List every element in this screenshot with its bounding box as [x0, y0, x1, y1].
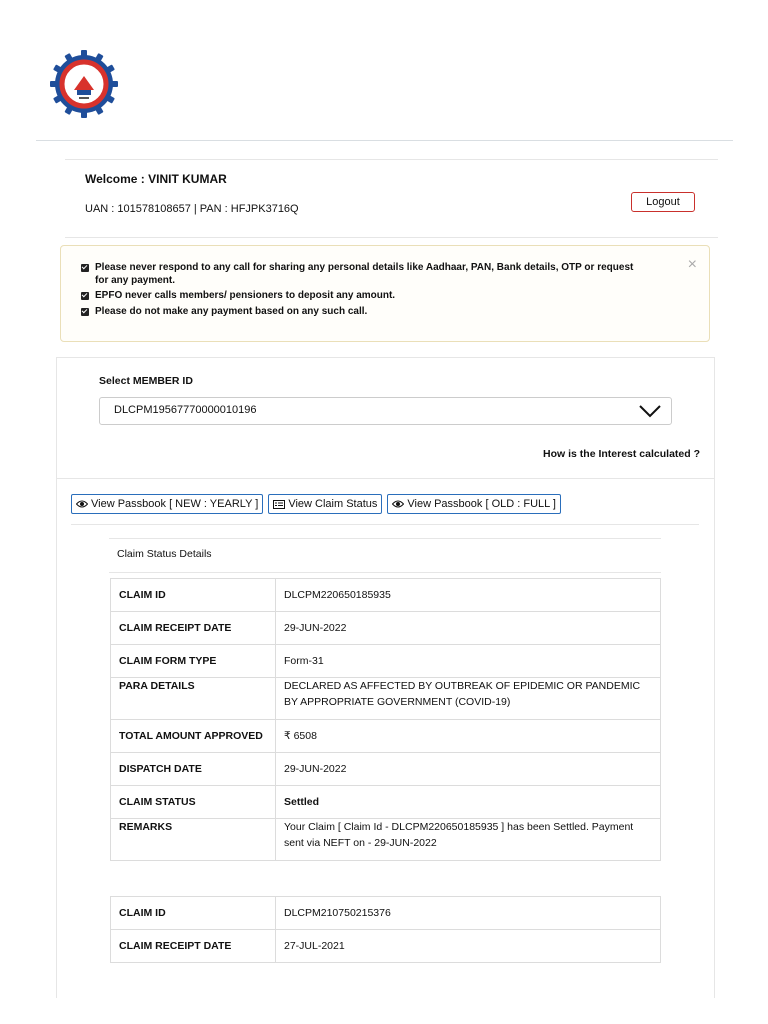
eye-icon — [76, 500, 88, 508]
row-key: CLAIM STATUS — [111, 786, 276, 819]
row-key: REMARKS — [111, 819, 276, 861]
member-id-select[interactable] — [99, 397, 672, 425]
claim-status-title: Claim Status Details — [117, 548, 212, 560]
passbook-panel — [56, 357, 715, 998]
row-key: CLAIM RECEIPT DATE — [111, 930, 276, 963]
row-value: DECLARED AS AFFECTED BY OUTBREAK OF EPIDEMIC OR PANDEMIC BY APPROPRIATE GOVERNMENT (COVID-19) — [276, 678, 661, 720]
row-value: 29-JUN-2022 — [276, 753, 661, 786]
table-row — [111, 753, 661, 786]
row-key: DISPATCH DATE — [111, 753, 276, 786]
table-row — [111, 720, 661, 753]
uan-pan-text: UAN : 101578108657 | PAN : HFJPK3716Q — [85, 203, 299, 215]
list-icon — [273, 500, 285, 509]
table-row — [111, 678, 661, 720]
view-passbook-old-button[interactable]: View Passbook [ OLD : FULL ] — [387, 494, 561, 514]
table-row — [111, 612, 661, 645]
row-key: CLAIM ID — [111, 579, 276, 612]
row-value: DLCPM210750215376 — [276, 897, 661, 930]
divider — [71, 524, 699, 525]
member-id-value: DLCPM19567770000010196 — [114, 404, 257, 416]
security-alert — [60, 245, 710, 342]
row-key: CLAIM ID — [111, 897, 276, 930]
alert-item: Please never respond to any call for sharing any personal details like Aadhaar, PAN, Bank details, OTP or request for any payment. — [81, 262, 641, 287]
user-info-bar — [65, 159, 718, 238]
chevron-down-icon — [639, 404, 661, 418]
checkbox-icon — [81, 292, 89, 300]
row-value: 29-JUN-2022 — [276, 612, 661, 645]
member-id-label: Select MEMBER ID — [99, 375, 193, 387]
row-value: 27-JUL-2021 — [276, 930, 661, 963]
row-value: Form-31 — [276, 645, 661, 678]
claim-table — [110, 578, 661, 861]
table-row — [111, 786, 661, 819]
eye-icon — [392, 500, 404, 508]
view-claim-status-button[interactable]: View Claim Status — [268, 494, 382, 514]
table-row — [111, 897, 661, 930]
view-passbook-new-button[interactable]: View Passbook [ NEW : YEARLY ] — [71, 494, 263, 514]
logout-button[interactable]: Logout — [631, 192, 695, 212]
table-row — [111, 579, 661, 612]
row-key: CLAIM FORM TYPE — [111, 645, 276, 678]
row-value: ₹ 6508 — [276, 720, 661, 753]
row-value: DLCPM220650185935 — [276, 579, 661, 612]
row-key: CLAIM RECEIPT DATE — [111, 612, 276, 645]
checkbox-icon — [81, 264, 89, 272]
row-value: Your Claim [ Claim Id - DLCPM220650185935 ] has been Settled. Payment sent via NEFT on - 29-JUN-2022 — [276, 819, 661, 861]
table-row — [111, 645, 661, 678]
row-key: TOTAL AMOUNT APPROVED — [111, 720, 276, 753]
divider — [109, 572, 661, 573]
divider — [57, 478, 714, 479]
table-row — [111, 819, 661, 861]
close-icon[interactable]: × — [687, 256, 697, 273]
table-row — [111, 930, 661, 963]
epfo-logo — [50, 50, 118, 118]
header-divider — [36, 140, 733, 141]
row-key: PARA DETAILS — [111, 678, 276, 720]
divider — [109, 538, 661, 539]
claim-table — [110, 896, 661, 963]
alert-item: Please do not make any payment based on any such call. — [81, 306, 641, 319]
welcome-text: Welcome : VINIT KUMAR — [85, 172, 227, 186]
interest-calculation-link[interactable]: How is the Interest calculated ? — [543, 448, 700, 460]
alert-item: EPFO never calls members/ pensioners to deposit any amount. — [81, 290, 641, 303]
claim-status-value: Settled — [276, 786, 661, 819]
checkbox-icon — [81, 308, 89, 316]
action-buttons — [71, 494, 561, 514]
